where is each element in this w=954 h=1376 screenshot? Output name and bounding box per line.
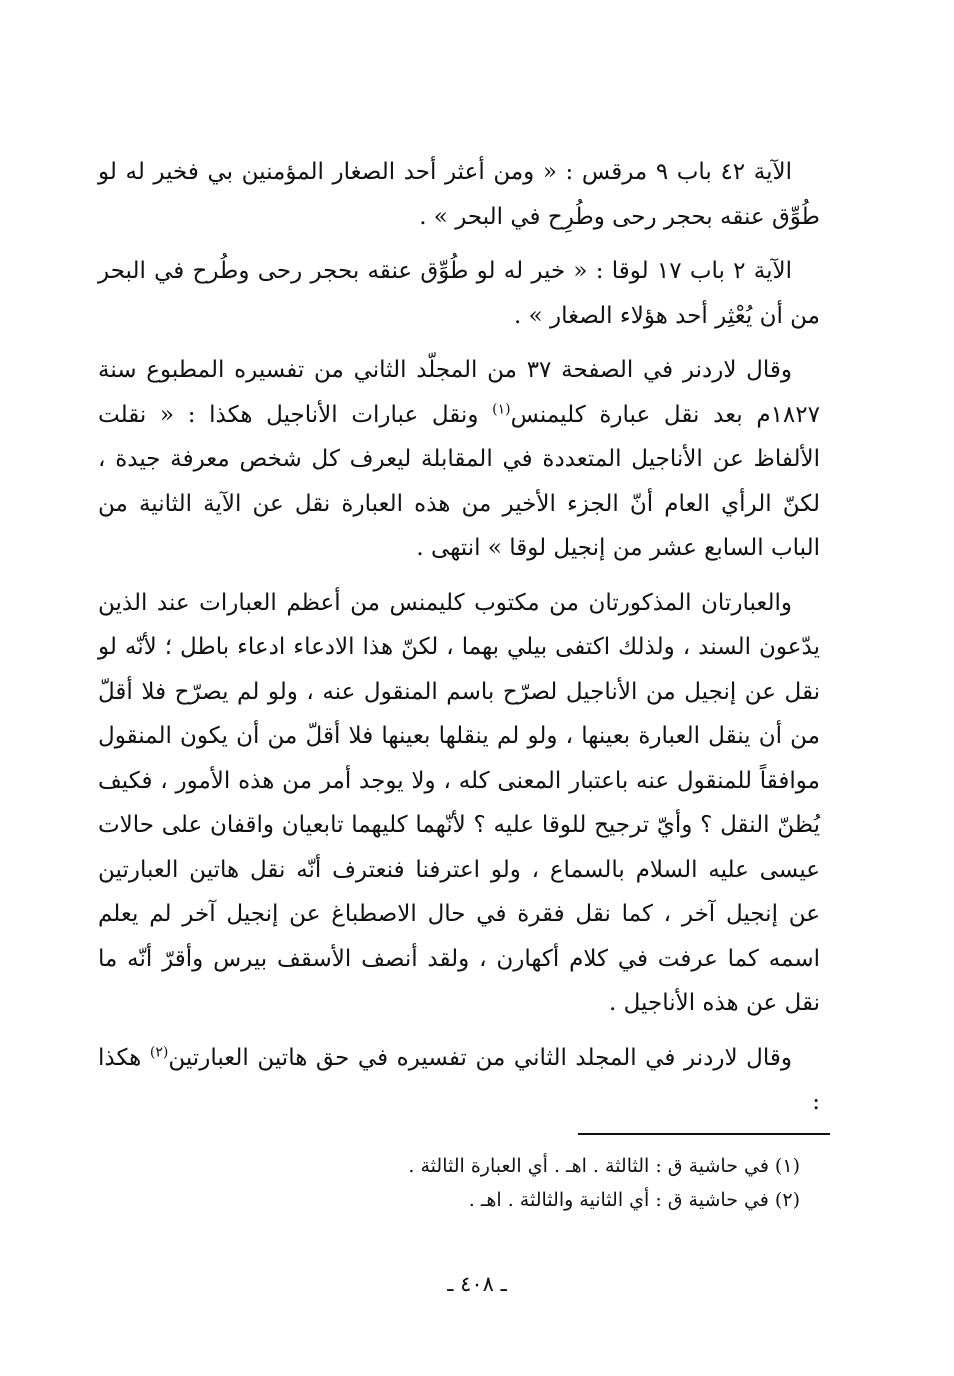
closing-text-start: وقال لاردنر في المجلد الثاني من تفسيره في حق هاتين العبارتين	[168, 1044, 792, 1071]
lardner-quote-paragraph	[98, 348, 820, 571]
closing-paragraph	[98, 1036, 820, 1125]
body-text	[98, 150, 820, 1135]
footnote-2: (٢) في حاشية ق : أي الثانية والثالثة . اهـ .	[468, 1189, 800, 1211]
lardner-quote-text-end: ونقل عبارات الأناجيل هكذا : « نقلت الألفاظ عن الأناجيل المتعددة في المقابلة ليعرف كل شخص معرفة جيدة ، لكنّ الرأي العام أنّ الجزء الأخير من هذه العبارة نقل عن الآية الثانية من الباب السابع عشر من إنجيل لوقا » انتهى .	[98, 401, 820, 561]
lardner-quote-text-start: وقال لاردنر في الصفحة ٣٧ من المجلّد الثاني من تفسيره المطبوع سنة ١٨٢٧م بعد نقل عبارة كليمنس	[98, 357, 820, 428]
closing-text-end: هكذا :	[98, 1044, 820, 1115]
footnote-1: (١) في حاشية ق : الثالثة . اهـ . أي العبارة الثالثة .	[408, 1155, 800, 1177]
page-number: ـ ٤٠٨ ـ	[447, 1272, 507, 1296]
footnotes	[300, 1149, 820, 1217]
verse-mark-paragraph: الآية ٤٢ باب ٩ مرقس : « ومن أعثر أحد الصغار المؤمنين بي فخير له لو طُوِّق عنقه بحجر رحى وطُرِح في البحر » .	[98, 159, 820, 230]
argument-paragraph: والعبارتان المذكورتان من مكتوب كليمنس من أعظم العبارات عند الذين يدّعون السند ، ولذلك اكتفى بيلي بهما ، لكنّ هذا الادعاء ادعاء باطل ؛ لأنّه لو نقل عن إنجيل من الأناجيل لصرّح باسم المنقول عنه ، ولو لم يصرّح فلا أقلّ من أن ينقل العبارة بعينها ، ولو لم ينقلها بعينها فلا أقلّ من أن يكون المنقول موافقاً للمنقول عنه باعتبار المعنى كله ، ولا يوجد أمر من هذه الأمور ، فكيف يُظنّ النقل ؟ وأيّ ترجيح للوقا عليه ؟ لأنّهما كليهما تابعيان واقفان على حالات عيسى عليه السلام بالسماع ، ولو اعترفنا فنعترف أنّه نقل هاتين العبارتين عن إنجيل آخر ، كما نقل فقرة في حال الاصطباغ عن إنجيل آخر لم يعلم اسمه كما عرفت في كلام أكهارن ، ولقد أنصف الأسقف بيرس وأقرّ أنّه ما نقل عن هذه الأناجيل .	[98, 589, 820, 1016]
footnote-ref-2: (٢)	[149, 1043, 169, 1060]
footnote-divider	[578, 1133, 830, 1135]
footnote-ref-1: (١)	[492, 400, 511, 417]
verse-luke-paragraph: الآية ٢ باب ١٧ لوقا : « خير له لو طُوِّق عنقه بحجر رحى وطُرح في البحر من أن يُعْثِر أحد هؤلاء الصغار » .	[98, 258, 820, 329]
